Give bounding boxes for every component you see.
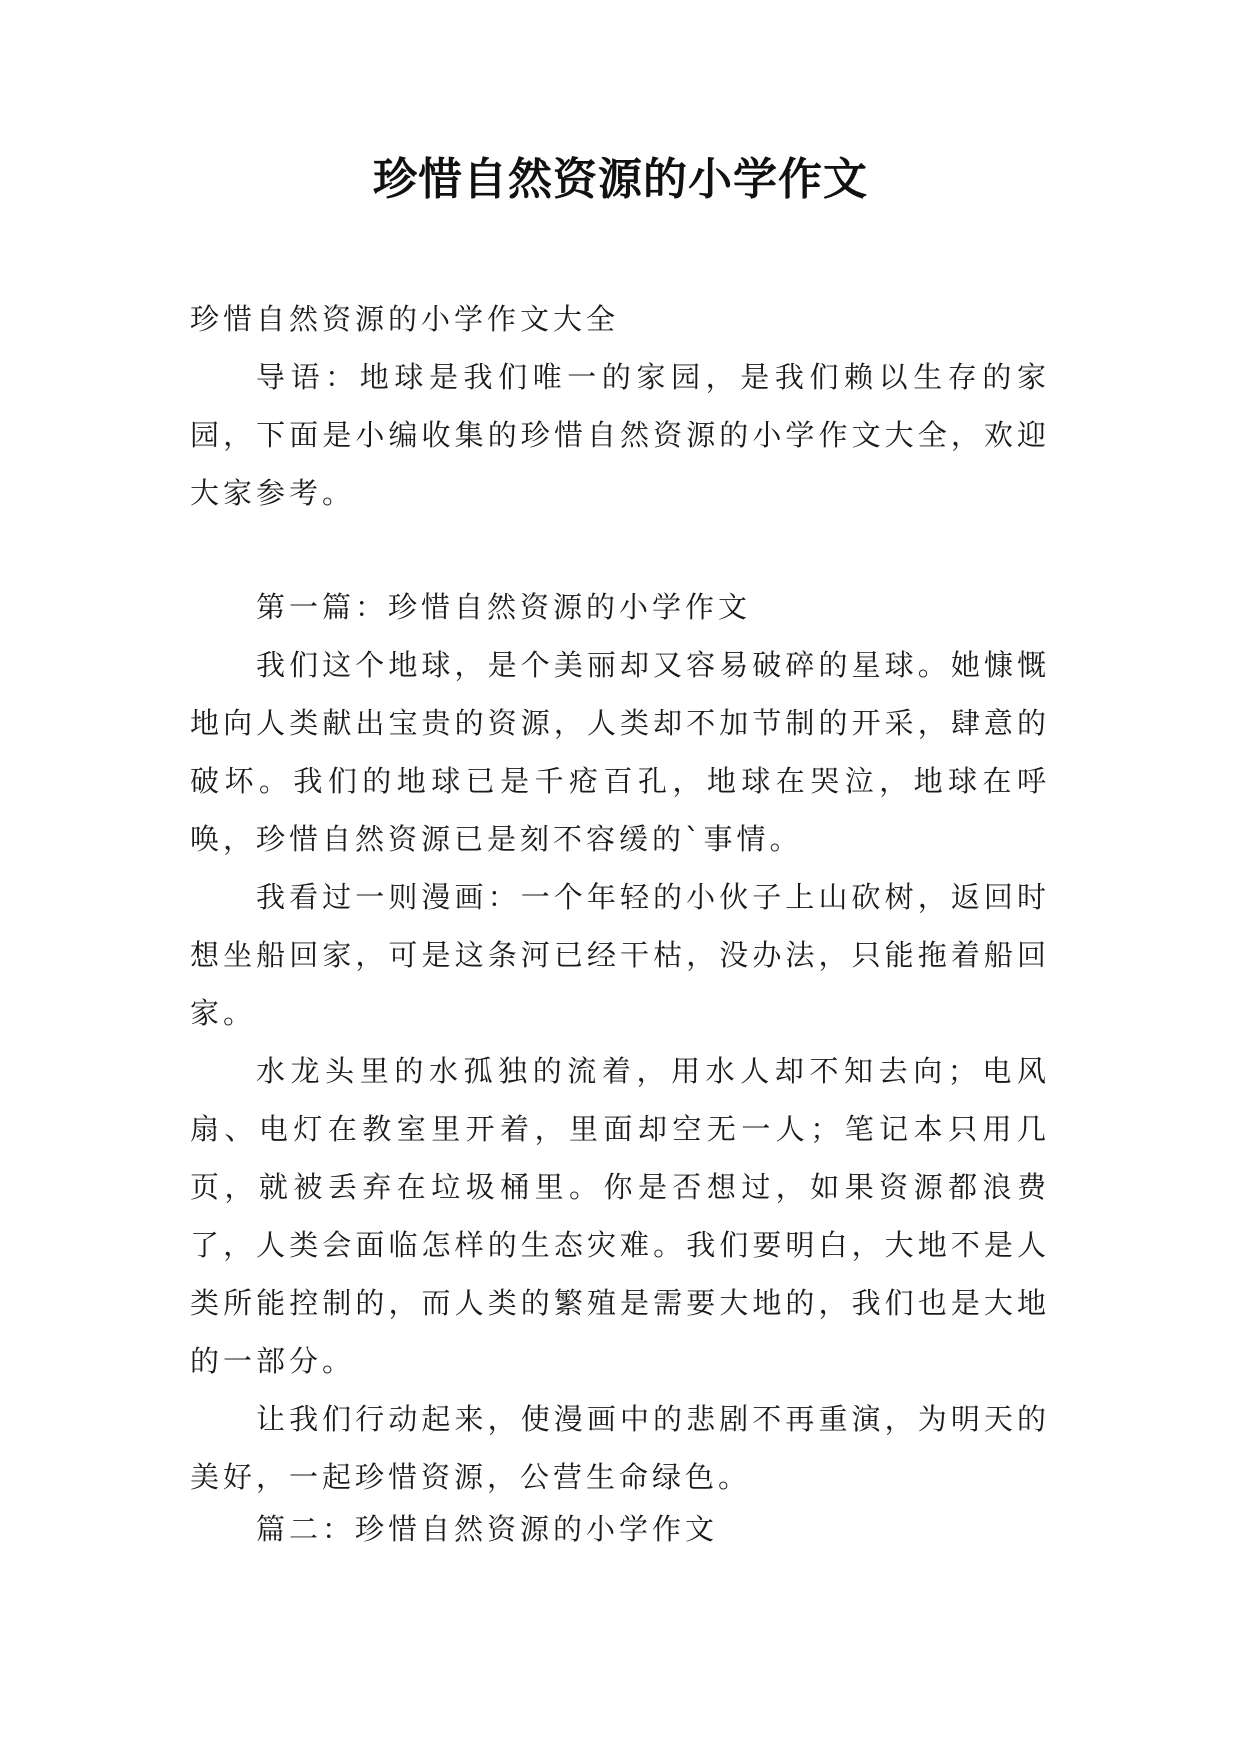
section-1-paragraph: 让我们行动起来，使漫画中的悲剧不再重演，为明天的美好，一起珍惜资源，公营生命绿色。: [190, 1402, 1050, 1494]
section-1-paragraph: 我看过一则漫画：一个年轻的小伙子上山砍树，返回时想坐船回家，可是这条河已经干枯，没办法，只能拖着船回家。: [190, 880, 1050, 1030]
document-subtitle: 珍惜自然资源的小学作文大全: [190, 302, 620, 336]
section-1-heading: 第一篇：珍惜自然资源的小学作文: [256, 590, 752, 624]
document-title: 珍惜自然资源的小学作文: [373, 154, 868, 205]
section-2-heading: 篇二：珍惜自然资源的小学作文: [256, 1512, 719, 1546]
intro-paragraph: 导语：地球是我们唯一的家园，是我们赖以生存的家园，下面是小编收集的珍惜自然资源的小学作文大全，欢迎大家参考。: [190, 360, 1050, 510]
intro-block: [190, 290, 1050, 522]
section-2: [190, 1500, 1050, 1558]
section-1-paragraph: 我们这个地球，是个美丽却又容易破碎的星球。她慷慨地向人类献出宝贵的资源，人类却不加节制的开采，肆意的破坏。我们的地球已是千疮百孔，地球在哭泣，地球在呼唤，珍惜自然资源已是刻不容缓的`事情。: [190, 648, 1050, 856]
section-1: [190, 578, 1050, 1506]
section-1-paragraph: 水龙头里的水孤独的流着，用水人却不知去向；电风扇、电灯在教室里开着，里面却空无一人；笔记本只用几页，就被丢弃在垃圾桶里。你是否想过，如果资源都浪费了，人类会面临怎样的生态灾难。我们要明白，大地不是人类所能控制的，而人类的繁殖是需要大地的，我们也是大地的一部分。: [190, 1054, 1050, 1378]
